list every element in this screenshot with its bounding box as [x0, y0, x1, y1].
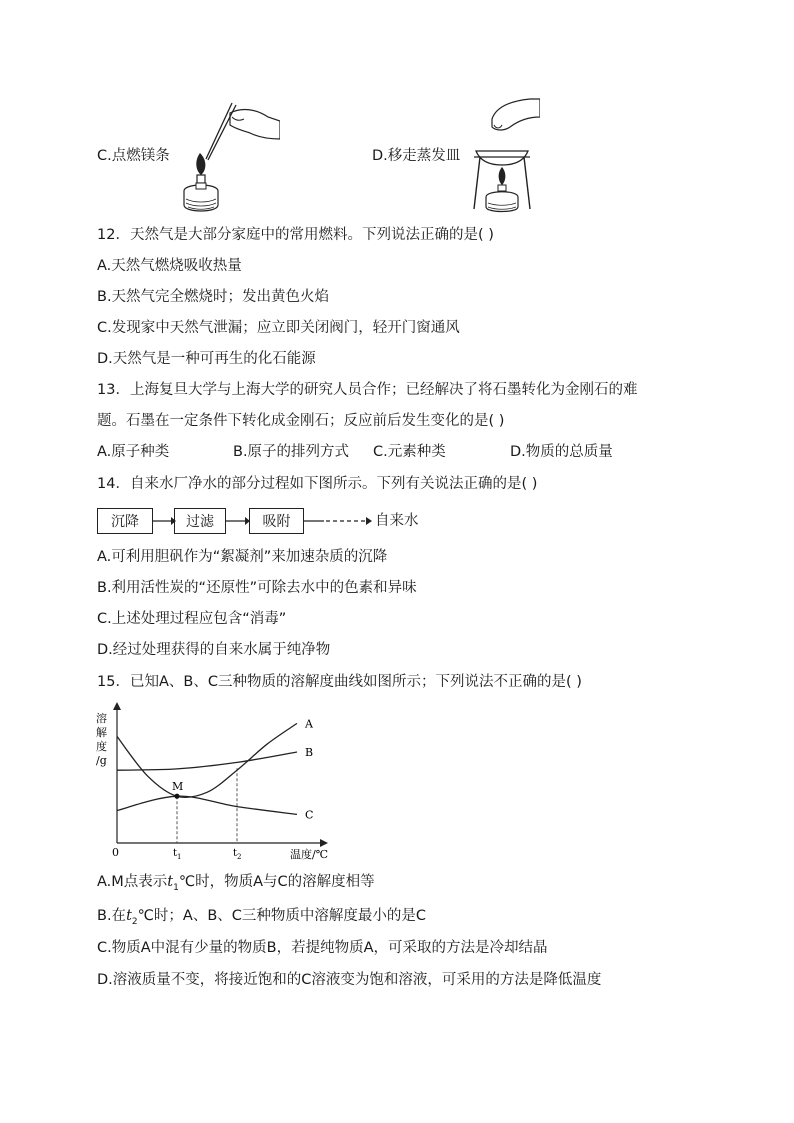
- q13-stem-line1: 13．上海复旦大学与上海大学的研究人员合作；已经解决了将石墨转化为金刚石的难: [97, 382, 638, 398]
- alcohol-lamp-ignite-illustration: [170, 95, 280, 220]
- q13-stem-line2: 题。石墨在一定条件下转化成金刚石；反应前后发生变化的是( ): [97, 413, 505, 429]
- flow-end-tap-water: 自来水: [375, 513, 419, 529]
- q13-option-d: D.物质的总质量: [510, 444, 613, 460]
- q12-option-d: D.天然气是一种可再生的化石能源: [97, 351, 316, 367]
- ylabel-char: 度: [96, 740, 107, 753]
- series-label-a: A: [305, 717, 313, 731]
- q12-option-c: C.发现家中天然气泄漏；应立即关闭阀门，轻开门窗通风: [97, 320, 460, 336]
- q15-stem: 15．已知A、B、C三种物质的溶解度曲线如图所示；下列说法不正确的是( ): [97, 674, 582, 690]
- flow-step-sedimentation: 沉降: [97, 508, 153, 534]
- q13-option-a: A.原子种类: [97, 444, 170, 460]
- flow-step-filtration: 过滤: [174, 508, 226, 534]
- origin-label: 0: [112, 846, 119, 859]
- solubility-chart: [90, 700, 350, 865]
- q15-option-d: D.溶液质量不变，将接近饱和的C溶液变为饱和溶液，可采用的方法是降低温度: [97, 972, 602, 988]
- q13-option-b: B.原子的排列方式: [233, 444, 350, 460]
- q14-option-c: C.上述处理过程应包含“消毒”: [97, 611, 287, 627]
- q12-stem: 12．天然气是大部分家庭中的常用燃料。下列说法正确的是( ): [97, 227, 494, 243]
- q11-option-c: C.点燃镁条: [97, 148, 170, 164]
- flow-step-adsorption: 吸附: [249, 508, 304, 534]
- series-line-a: [117, 723, 297, 797]
- q14-option-d: D.经过处理获得的自来水属于纯净物: [97, 642, 331, 658]
- q12-option-b: B.天然气完全燃烧时；发出黄色火焰: [97, 289, 330, 305]
- x-tick-label: $t_2$: [233, 848, 242, 861]
- q14-option-a: A.可利用胆矾作为“絮凝剂”来加速杂质的沉降: [97, 549, 388, 565]
- point-m-marker: [174, 794, 179, 799]
- series-line-b: [117, 752, 297, 770]
- flow-arrows: [150, 508, 390, 534]
- evaporating-dish-illustration: [470, 95, 540, 215]
- ylabel-char: 解: [96, 726, 107, 739]
- q14-stem: 14．自来水厂净水的部分过程如下图所示。下列有关说法正确的是( ): [97, 476, 538, 492]
- point-m-label: M: [172, 780, 184, 794]
- x-tick-label: $t_1$: [173, 848, 182, 861]
- ylabel-char: /g: [96, 754, 107, 767]
- q13-option-c: C.元素种类: [373, 444, 446, 460]
- series-label-b: B: [305, 746, 314, 759]
- series-label-c: C: [305, 808, 314, 822]
- q14-option-b: B.利用活性炭的“还原性”可除去水中的色素和异味: [97, 580, 417, 596]
- ylabel-char: 溶: [96, 712, 107, 725]
- q12-option-a: A.天然气燃烧吸收热量: [97, 258, 242, 274]
- q15-option-a: A.M点表示$t_1℃$时，物质A与C的溶解度相等: [97, 874, 375, 893]
- y-axis-label: [96, 711, 107, 767]
- q11-option-d: D.移走蒸发皿: [372, 148, 461, 164]
- x-axis-label: 温度/℃: [290, 848, 329, 861]
- q15-option-c: C.物质A中混有少量的物质B，若提纯物质A，可采取的方法是冷却结晶: [97, 940, 548, 956]
- q15-option-b: B.在$t_2℃$时；A、B、C三种物质中溶解度最小的是C: [97, 908, 427, 927]
- series-line-c: [117, 796, 297, 814]
